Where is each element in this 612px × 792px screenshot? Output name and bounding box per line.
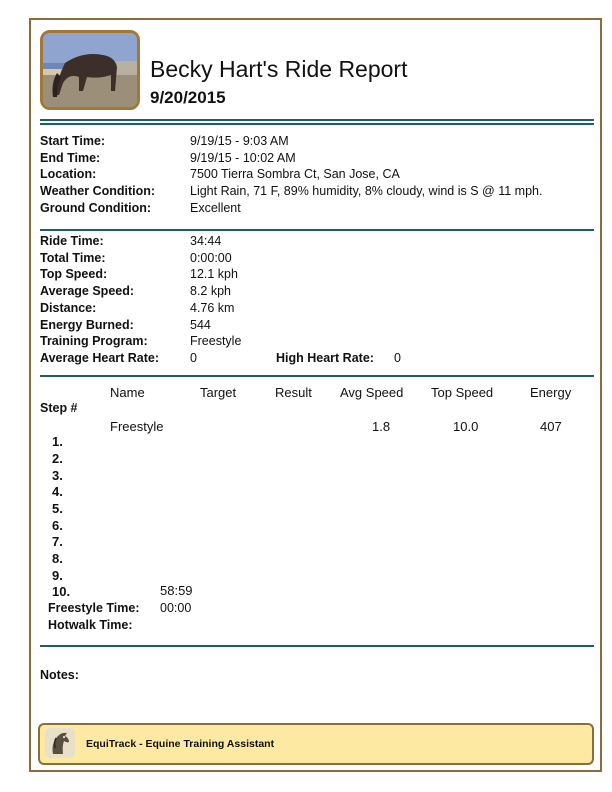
step-number: 2. xyxy=(52,451,63,466)
report-date: 9/20/2015 xyxy=(150,88,226,107)
field-value: Light Rain, 71 F, 89% humidity, 8% cloudy, wind is S @ 11 mph. xyxy=(190,184,543,198)
step-name: Freestyle xyxy=(110,419,164,434)
divider xyxy=(40,123,594,125)
hotwalk-time-label: Hotwalk Time: xyxy=(48,618,133,632)
step-number-header: Step # xyxy=(40,401,78,415)
field-value: 7500 Tierra Sombra Ct, San Jose, CA xyxy=(190,167,400,181)
divider xyxy=(40,375,594,377)
step-number: 7. xyxy=(52,534,63,549)
step-number: 1. xyxy=(52,434,63,449)
column-header-result: Result xyxy=(275,385,312,400)
step-number: 5. xyxy=(52,501,63,516)
field-value: 8.2 kph xyxy=(190,284,232,298)
notes-label: Notes: xyxy=(40,668,79,682)
avg-heart-rate-label: Average Heart Rate: xyxy=(40,351,160,365)
freestyle-time-value: 00:00 xyxy=(160,601,192,615)
step-number: 9. xyxy=(52,568,63,583)
step-number: 10. xyxy=(52,584,71,599)
column-header-energy: Energy xyxy=(530,385,572,400)
step-energy: 407 xyxy=(540,419,562,434)
field-label: Ground Condition: xyxy=(40,201,152,215)
freestyle-time-label: Freestyle Time: xyxy=(48,601,140,615)
field-value: 9/19/15 - 10:02 AM xyxy=(190,151,296,165)
divider xyxy=(40,119,594,121)
column-header-top-speed: Top Speed xyxy=(431,385,494,400)
field-value: 0:00:00 xyxy=(190,251,232,265)
field-value: 9/19/15 - 9:03 AM xyxy=(190,134,289,148)
field-label: Average Speed: xyxy=(40,284,135,298)
field-label: Total Time: xyxy=(40,251,106,265)
step-avg-speed: 1.8 xyxy=(372,419,391,434)
field-label: Weather Condition: xyxy=(40,184,156,198)
field-label: Top Speed: xyxy=(40,267,108,281)
field-label: Distance: xyxy=(40,301,97,315)
step-number: 8. xyxy=(52,551,63,566)
column-header-avg-speed: Avg Speed xyxy=(340,385,404,400)
report-title: Becky Hart's Ride Report xyxy=(150,56,408,82)
field-value: 12.1 kph xyxy=(190,267,238,281)
horse-photo xyxy=(40,30,140,110)
high-heart-rate-value: 0 xyxy=(394,351,401,365)
field-label: Start Time: xyxy=(40,134,106,148)
field-value: Freestyle xyxy=(190,334,242,348)
step-number: 3. xyxy=(52,468,63,483)
field-label: Training Program: xyxy=(40,334,148,348)
field-label: Location: xyxy=(40,167,97,181)
step-number: 6. xyxy=(52,518,63,533)
column-header-target: Target xyxy=(200,385,237,400)
field-value: 34:44 xyxy=(190,234,222,248)
field-label: Energy Burned: xyxy=(40,318,134,332)
avg-heart-rate-value: 0 xyxy=(190,351,197,365)
step-number: 4. xyxy=(52,484,63,499)
field-label: Ride Time: xyxy=(40,234,104,248)
field-value: Excellent xyxy=(190,201,241,215)
field-label: End Time: xyxy=(40,151,101,165)
field-value: 544 xyxy=(190,318,211,332)
step-10-value: 58:59 xyxy=(160,583,193,598)
app-name: EquiTrack - Equine Training Assistant xyxy=(86,738,275,750)
high-heart-rate-label: High Heart Rate: xyxy=(276,351,374,365)
column-header-name: Name xyxy=(110,385,145,400)
step-top-speed: 10.0 xyxy=(453,419,479,434)
divider xyxy=(40,645,594,647)
divider xyxy=(40,229,594,231)
horse-head-logo-icon xyxy=(45,728,75,758)
field-value: 4.76 km xyxy=(190,301,235,315)
